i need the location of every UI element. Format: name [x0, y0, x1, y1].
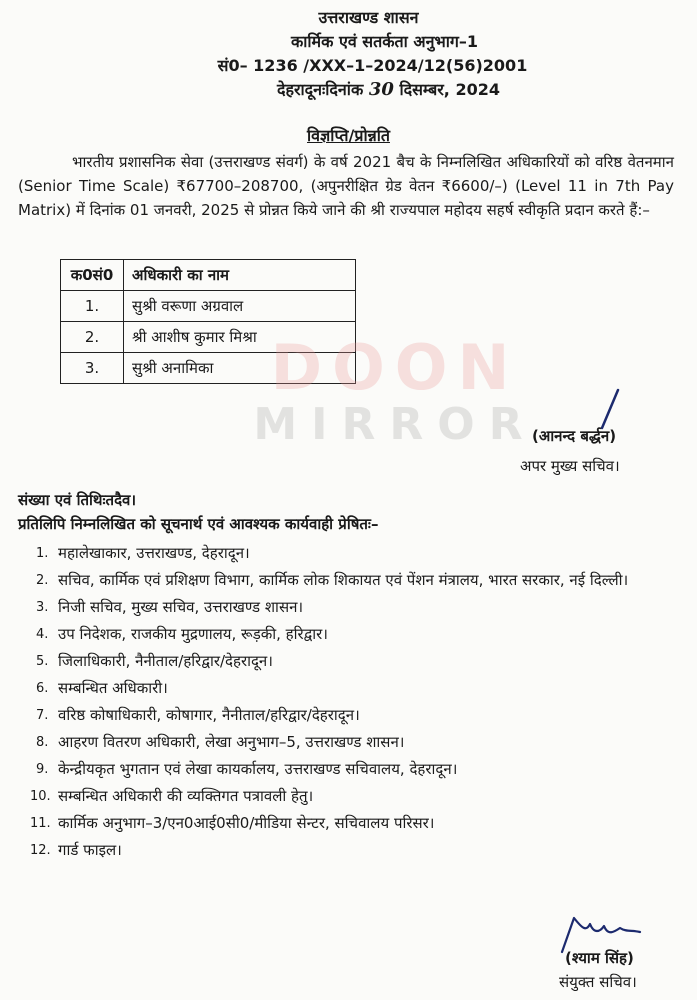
list-item [18, 648, 658, 675]
copy-heading: प्रतिलिपि निम्नलिखित को सूचनार्थ एवं आवश्यक कार्यवाही प्रेषितः– [18, 515, 379, 533]
list-item-text: जिलाधिकारी, नैनीताल/हरिद्वार/देहरादून। [58, 652, 273, 670]
row-name: श्री आशीष कुमार मिश्रा [124, 322, 356, 353]
list-item-text: उप निदेशक, राजकीय मुद्रणालय, रूड़की, हरिद्वार। [58, 625, 328, 643]
list-item [18, 729, 658, 756]
list-item-number: 6. [36, 681, 49, 696]
table-row [61, 322, 356, 353]
date-day-handwritten: 30 [368, 79, 394, 100]
list-item-number: 8. [36, 735, 49, 750]
table-header-row [61, 260, 356, 291]
list-item-text: सचिव, कार्मिक एवं प्रशिक्षण विभाग, कार्मिक लोक शिकायत एवं पेंशन मंत्रालय, भारत सरकार, नई दिल्ली। [58, 571, 629, 589]
list-item-number: 12. [30, 843, 51, 858]
notification-body: भारतीय प्रशासनिक सेवा (उत्तराखण्ड संवर्ग) के वर्ष 2021 बैच के निम्नलिखित अधिकारियों को वरिष्ठ वेतनमान (Senior Time Scale) ₹67700–208700, (अपुनरीक्षित ग्रेड वेतन ₹6600/–) (Level 11 in 7th Pay Matrix) में दिनांक 01 जनवरी, 2025 से प्रोन्नत किये जाने की श्री राज्यपाल महोदय सहर्ष स्वीकृति प्रदान करते हैं:– [18, 153, 674, 219]
list-item-text: महालेखाकार, उत्तराखण्ड, देहरादून। [58, 544, 250, 562]
table-row [61, 291, 356, 322]
reference-line: संख्या एवं तिथिःतदैव। [18, 491, 137, 509]
signatory1-name: (आनन्द बर्द्धन) [532, 427, 617, 445]
list-item-text: सम्बन्धित अधिकारी की व्यक्तिगत पत्रावली हेतु। [58, 787, 314, 805]
date-prefix: देहरादूनःदिनांक [277, 80, 364, 99]
date-suffix: दिसम्बर, 2024 [399, 80, 500, 99]
list-item [18, 594, 658, 621]
letter-number: सं0– 1236 /XXX–1–2024/12(56)2001 [217, 56, 528, 75]
signatory2-designation: संयुक्त सचिव। [559, 973, 637, 991]
watermark-line2: MIRROR [253, 399, 537, 450]
row-sn: 2. [61, 322, 124, 353]
list-item-text: कार्मिक अनुभाग–3/एन0आई0सी0/मीडिया सेन्टर, सचिवालय परिसर। [58, 814, 435, 832]
signatory1-designation: अपर मुख्य सचिव। [520, 457, 620, 475]
list-item [18, 783, 658, 810]
list-item-number: 11. [30, 816, 51, 831]
list-item [18, 756, 658, 783]
row-name: सुश्री अनामिका [124, 353, 356, 384]
list-item-text: निजी सचिव, मुख्य सचिव, उत्तराखण्ड शासन। [58, 598, 304, 616]
list-item-text: वरिष्ठ कोषाधिकारी, कोषागार, नैनीताल/हरिद्वार/देहरादून। [58, 706, 360, 724]
list-item-text: आहरण वितरण अधिकारी, लेखा अनुभाग–5, उत्तराखण्ड शासन। [58, 733, 405, 751]
list-item [18, 567, 658, 594]
department-name: कार्मिक एवं सतर्कता अनुभाग–1 [290, 32, 478, 51]
watermark-line1: DOON [270, 331, 520, 404]
list-item [18, 702, 658, 729]
list-item-number: 9. [36, 762, 49, 777]
officers-table [60, 259, 356, 384]
row-name: सुश्री वरूणा अग्रवाल [124, 291, 356, 322]
column-header-name: अधिकारी का नाम [124, 260, 356, 291]
list-item [18, 540, 658, 567]
list-item-text: गार्ड फाइल। [58, 841, 122, 859]
table-row [61, 353, 356, 384]
list-item-number: 4. [36, 627, 49, 642]
list-item-text: सम्बन्धित अधिकारी। [58, 679, 168, 697]
list-item-number: 5. [36, 654, 49, 669]
letter-date [40, 78, 697, 100]
list-item [18, 675, 658, 702]
government-name: उत्तराखण्ड शासन [318, 8, 419, 27]
list-item-text: केन्द्रीयकृत भुगतान एवं लेखा कायर्कालय, उत्तराखण्ड सचिवालय, देहरादून। [58, 760, 458, 778]
list-item [18, 837, 658, 864]
list-item-number: 3. [36, 600, 49, 615]
list-item-number: 7. [36, 708, 49, 723]
copy-list [18, 540, 658, 864]
list-item-number: 1. [36, 546, 49, 561]
list-item-number: 2. [36, 573, 49, 588]
signatory2-name: (श्याम सिंह) [565, 949, 634, 967]
list-item-number: 10. [30, 789, 51, 804]
row-sn: 3. [61, 353, 124, 384]
list-item [18, 621, 658, 648]
notification-subject: विज्ञप्ति/प्रोन्नति [307, 126, 390, 145]
column-header-sn: क0सं0 [61, 260, 124, 291]
row-sn: 1. [61, 291, 124, 322]
list-item [18, 810, 658, 837]
